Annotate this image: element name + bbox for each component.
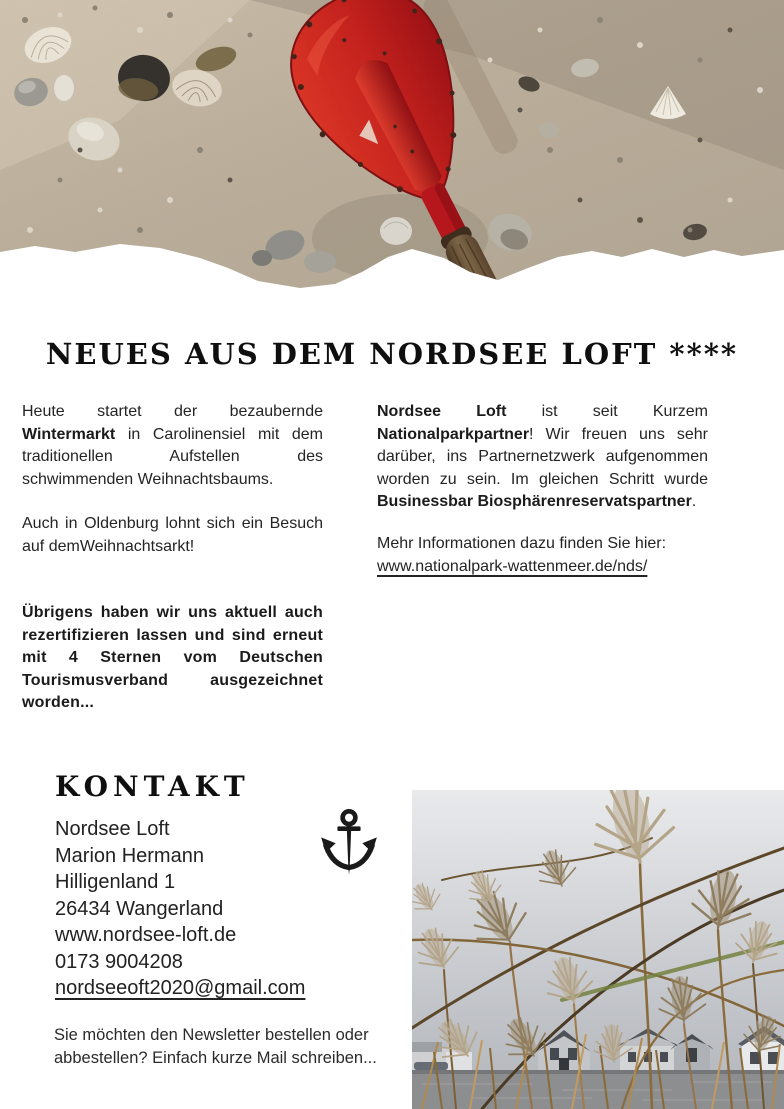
text-segment: Heute startet der bezaubernde (22, 403, 323, 420)
news-paragraph-wintermarkt (22, 401, 323, 491)
text-segment: ist seit Kurzem (506, 403, 709, 420)
news-paragraph-mehr-infos: Mehr Informationen dazu finden Sie hier: (377, 534, 667, 552)
text-segment: . (691, 493, 697, 510)
bold-text-segment: Nordsee Loft (377, 403, 507, 420)
contact-line-city: 26434 Wangerland (55, 897, 224, 920)
bold-text-segment: Businessbar Biosphärenreservatspartner (377, 493, 692, 510)
beach-photo (0, 0, 784, 292)
news-paragraph-oldenburg: Auch in Oldenburg lohnt sich ein Besuch auf demWeihnachtsarkt! (22, 515, 323, 555)
news-column-right (377, 401, 708, 579)
contact-block (55, 816, 305, 1002)
text-segment: ! Wir freuen uns sehr darüber, ins Partnernetzwerk aufgenommen worden zu sein. Im gleichen Schritt wurde (377, 425, 708, 488)
contact-line-name: Nordsee Loft (55, 818, 170, 840)
water (412, 1074, 784, 1109)
anchor-icon (320, 808, 378, 890)
bold-text-segment: Wintermarkt (22, 425, 116, 443)
page-title: NEUES AUS DEM NORDSEE LOFT **** (45, 337, 739, 371)
contact-email-link[interactable]: nordseeoft2020@gmail.com (55, 977, 306, 999)
news-paragraph-nationalpark (377, 401, 708, 514)
news-paragraph-rezertifizierung: Übrigens haben wir uns aktuell auch rezertifizieren lassen und sind erneut mit 4 Sternen vom Deutschen Tourismusverband ausgezeichnet worden... (22, 604, 323, 711)
kontakt-heading: KONTAKT (55, 770, 250, 803)
contact-line-person: Marion Hermann (55, 844, 204, 867)
nationalpark-link[interactable]: www.nationalpark-wattenmeer.de/nds/ (377, 558, 648, 575)
bold-text-segment: Nationalparkpartner (377, 425, 530, 443)
reeds-photo (412, 790, 784, 1109)
news-column-left (22, 401, 323, 715)
contact-line-website: www.nordsee-loft.de (55, 924, 237, 946)
newsletter-note: Sie möchten den Newsletter bestellen oder abbestellen? Einfach kurze Mail schreiben... (54, 1026, 377, 1067)
contact-line-street: Hilligenland 1 (55, 871, 176, 893)
contact-line-phone: 0173 9004208 (55, 950, 183, 973)
text-segment: in Carolinensiel mit dem traditionellen Aufstellen des schwimmenden Weihnachtsbaums. (22, 425, 323, 488)
